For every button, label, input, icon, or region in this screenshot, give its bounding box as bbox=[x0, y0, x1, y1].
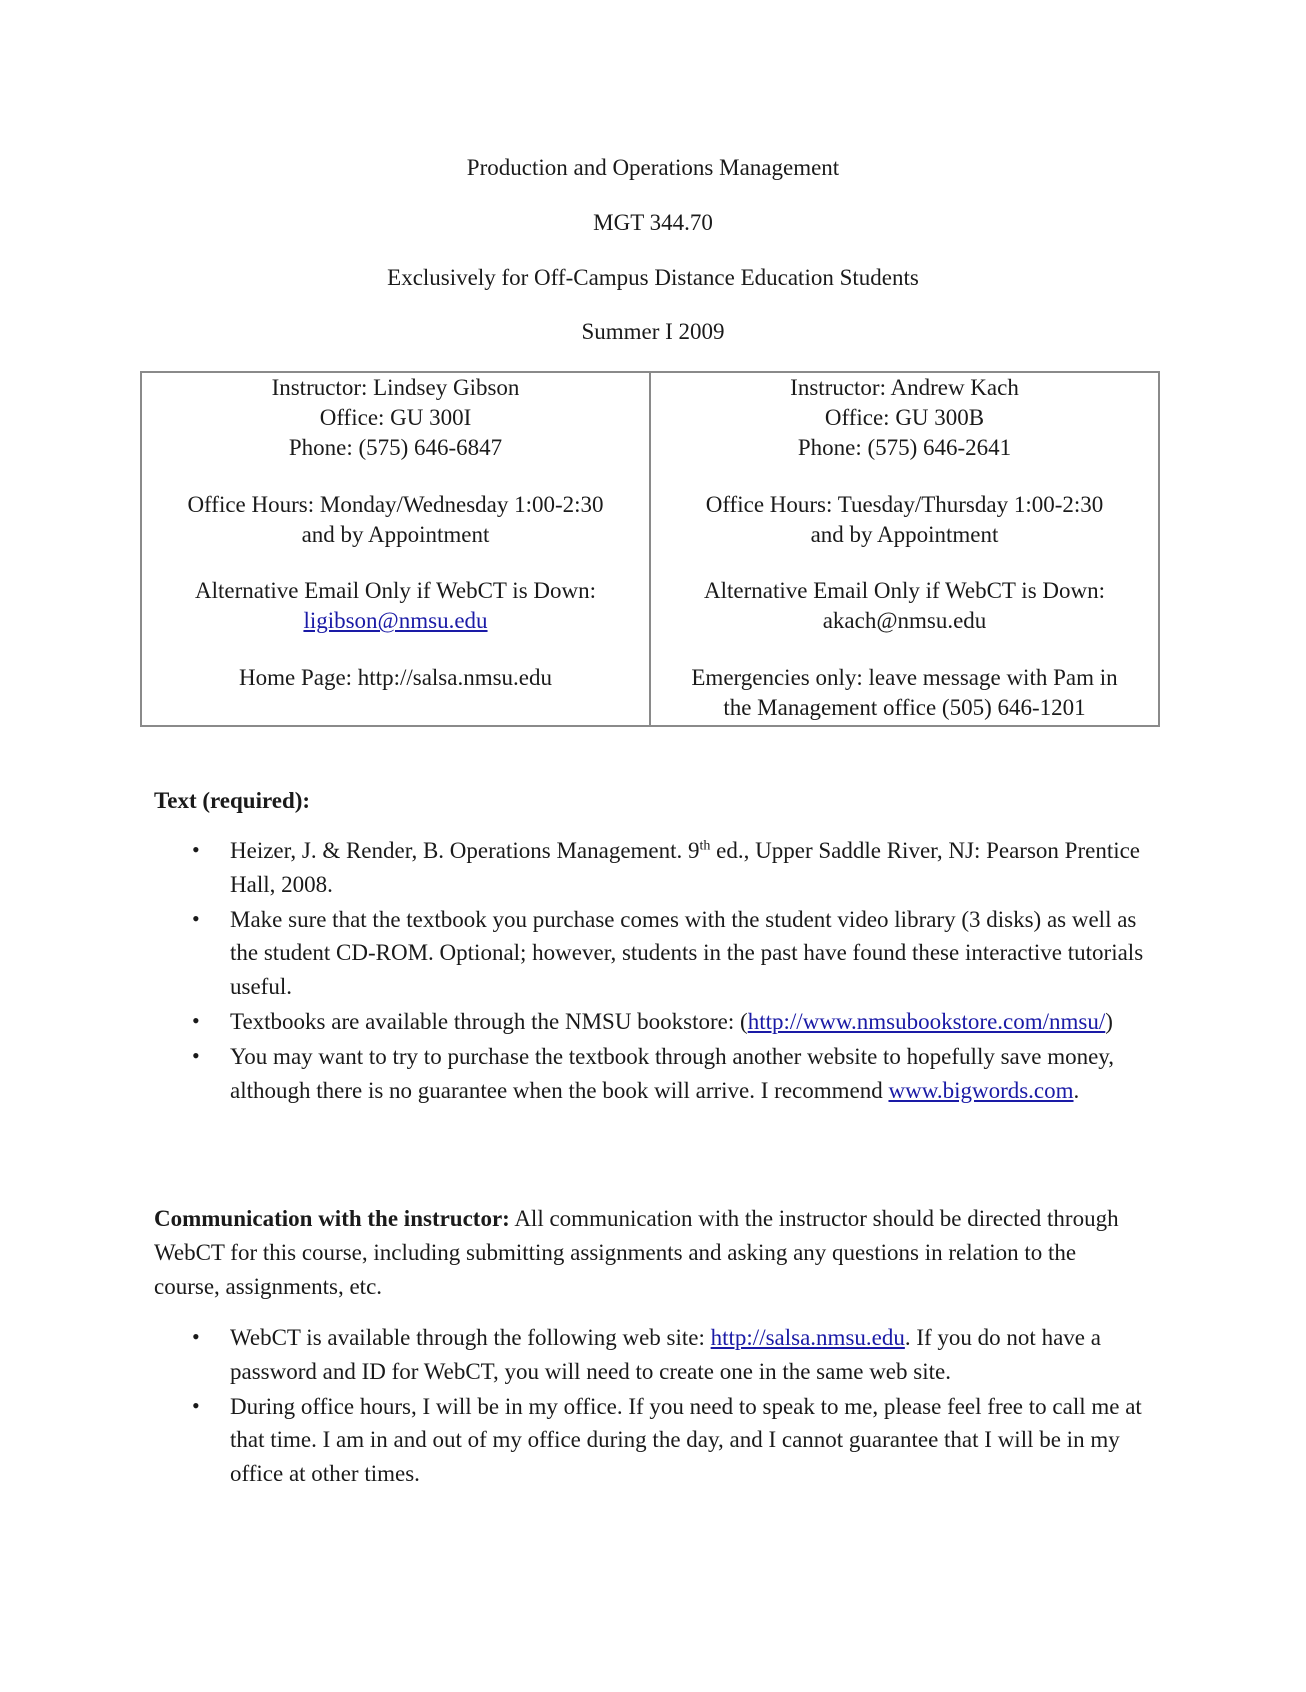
bullet-icon: • bbox=[192, 905, 200, 931]
communication-paragraph: Communication with the instructor: All communication with the instructor should be directed through WebCT for this course, including submitting assignments and asking any questions in relation to the course, assignments, etc. bbox=[154, 1206, 1119, 1299]
instructor-alt-email-label: Alternative Email Only if WebCT is Down: bbox=[194, 578, 597, 604]
bigwords-link[interactable]: www.bigwords.com bbox=[888, 1077, 1074, 1103]
list-item: • WebCT is available through the following web site: http://salsa.nmsu.edu. If you do not have a password and ID for WebCT, you will need to create one in the same web site. bbox=[154, 1321, 1144, 1389]
list-item: • Heizer, J. & Render, B. Operations Management. 9th ed., Upper Saddle River, NJ: Pearson Prentice Hall, 2008. bbox=[154, 834, 1144, 902]
list-item: • Textbooks are available through the NMSU bookstore: (http://www.nmsubookstore.com/nmsu/) bbox=[154, 1005, 1144, 1039]
bookstore-link[interactable]: http://www.nmsubookstore.com/nmsu/ bbox=[747, 1008, 1106, 1034]
instructor-name: Instructor: Andrew Kach bbox=[790, 375, 1019, 400]
bullet-icon: • bbox=[192, 1042, 200, 1068]
instructor-email-link[interactable]: ligibson@nmsu.edu bbox=[303, 608, 488, 634]
instructor-alt-email-label: Alternative Email Only if WebCT is Down: bbox=[703, 578, 1106, 604]
communication-list bbox=[154, 1321, 1144, 1492]
instructor-name: Instructor: Lindsey Gibson bbox=[271, 375, 520, 400]
instructor-office: Office: GU 300B bbox=[824, 404, 985, 430]
bullet-icon: • bbox=[192, 1392, 200, 1418]
instructor-home-page: Home Page: http://salsa.nmsu.edu bbox=[238, 665, 552, 691]
list-item: • Make sure that the textbook you purchase comes with the student video library (3 disks) as well as the student CD-ROM. Optional; however, students in the past have found these interactive tutorials useful. bbox=[154, 903, 1144, 1004]
webct-link[interactable]: http://salsa.nmsu.edu bbox=[710, 1325, 905, 1350]
textbook-list bbox=[154, 834, 1144, 1108]
instructor-hours: Office Hours: Tuesday/Thursday 1:00-2:30 bbox=[705, 491, 1104, 517]
instructor-hours-note: and by Appointment bbox=[301, 521, 490, 547]
list-item: • You may want to try to purchase the textbook through another website to hopefully save money, although there is no guarantee when the book will arrive. I recommend www.bigwords.com. bbox=[154, 1040, 1144, 1108]
instructor-phone: Phone: (575) 646-2641 bbox=[797, 434, 1012, 460]
text-required-heading: Text (required): bbox=[154, 788, 311, 813]
bullet-icon: • bbox=[192, 837, 200, 862]
course-title: Production and Operations Management bbox=[466, 155, 840, 180]
instructor-emergency-line2: the Management office (505) 646-1201 bbox=[723, 695, 1086, 721]
instructor-emergency-line1: Emergencies only: leave message with Pam in bbox=[691, 665, 1118, 691]
bullet-icon: • bbox=[192, 1007, 200, 1033]
instructor-office: Office: GU 300I bbox=[319, 404, 472, 430]
list-item: • During office hours, I will be in my office. If you need to speak to me, please feel free to call me at that time. I am in and out of my office during the day, and I cannot guarantee that I will be in my office at other times. bbox=[154, 1390, 1144, 1491]
communication-heading: Communication with the instructor: bbox=[154, 1206, 510, 1231]
course-code: MGT 344.70 bbox=[593, 210, 713, 235]
course-term: Summer I 2009 bbox=[581, 319, 725, 344]
instructor-phone: Phone: (575) 646-6847 bbox=[288, 434, 503, 460]
instructor-table bbox=[140, 371, 1160, 727]
instructor-hours: Office Hours: Monday/Wednesday 1:00-2:30 bbox=[187, 491, 604, 517]
instructor-hours-note: and by Appointment bbox=[810, 521, 999, 547]
instructor-cell-kach bbox=[650, 372, 1159, 726]
course-audience: Exclusively for Off-Campus Distance Education Students bbox=[387, 265, 919, 290]
instructor-cell-gibson bbox=[141, 372, 650, 726]
bullet-icon: • bbox=[192, 1324, 200, 1349]
instructor-email: akach@nmsu.edu bbox=[822, 608, 987, 634]
